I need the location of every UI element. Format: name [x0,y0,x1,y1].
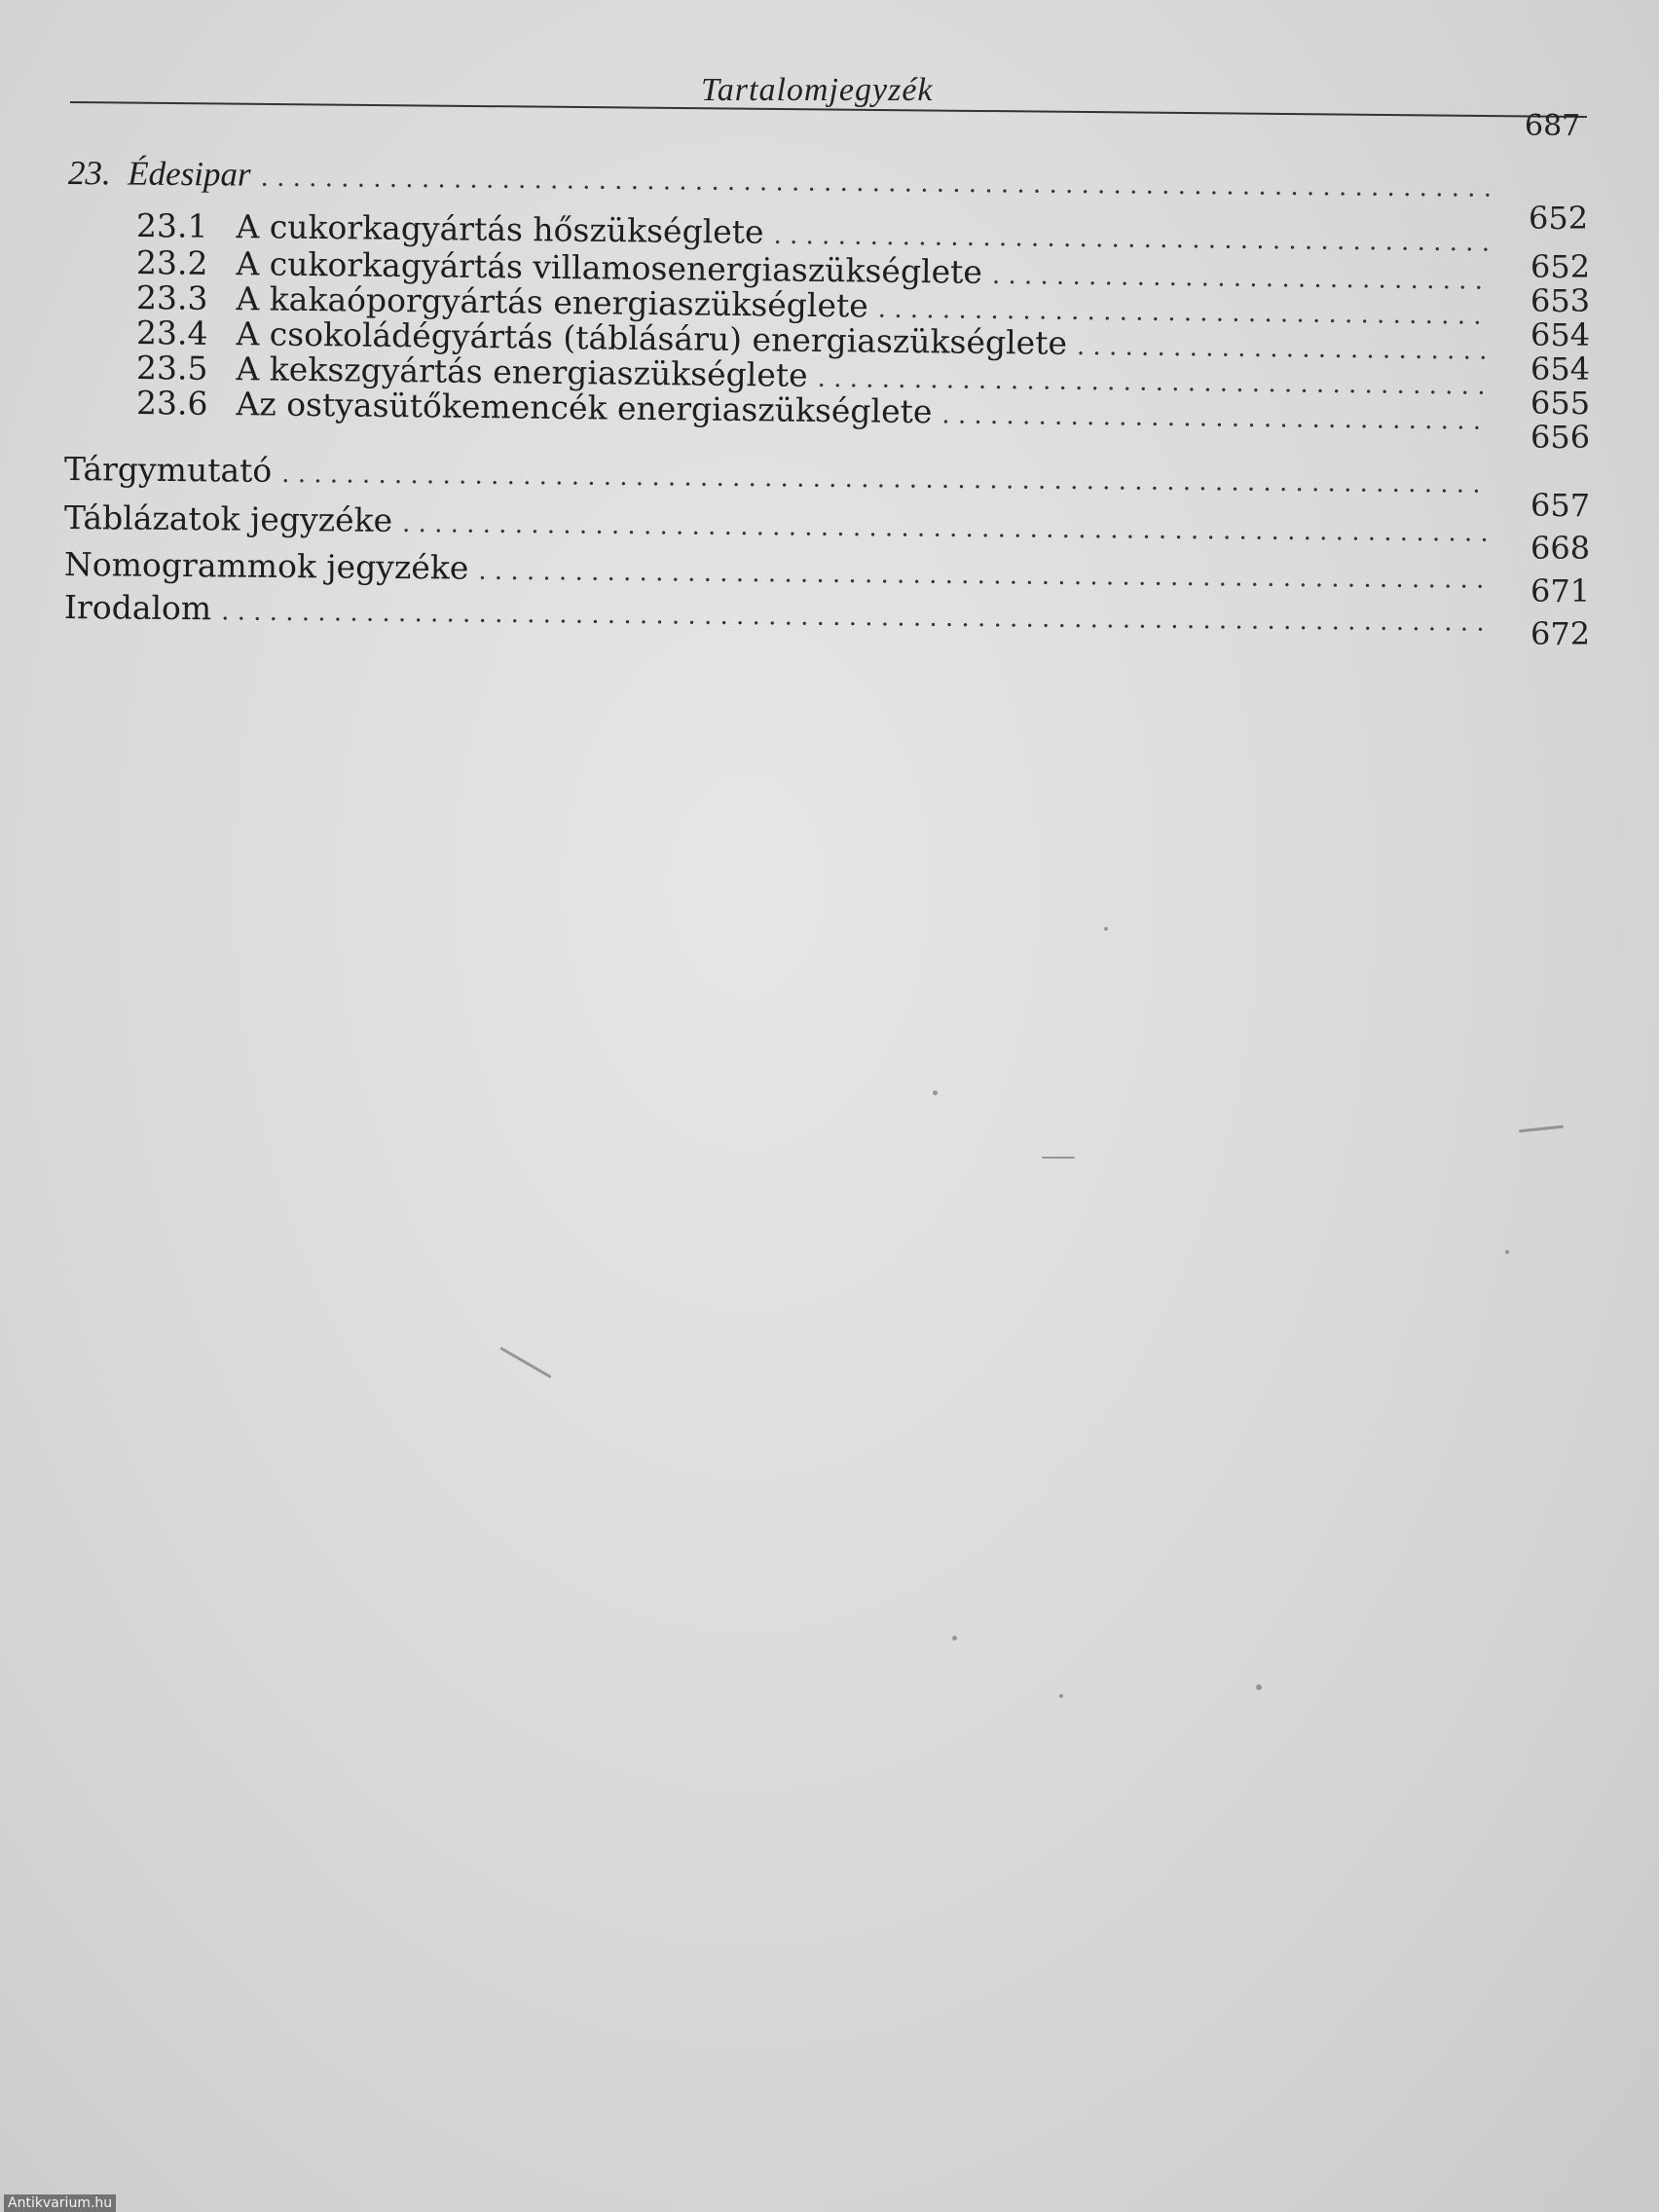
toc-section-number: 23.3 [135,278,208,317]
toc-entry-tables-list [64,498,1490,549]
paper-speck [1059,1694,1063,1698]
toc-page-section-23-2: 653 [1530,282,1591,319]
toc-section-title: A kakaóporgyártás energiaszükséglete [236,279,869,325]
toc-section-title: A kekszgyártás energiaszükséglete [236,350,808,394]
toc-chapter-number: 23. [67,154,111,193]
dot-leader [478,557,1490,595]
toc-page-nomograms-list: 671 [1530,572,1591,609]
toc-backmatter-label: Táblázatok jegyzéke [63,498,393,539]
toc-section-number: 23.2 [135,243,208,282]
toc-section-title: A cukorkagyártás villamosenergiaszükséglete [236,244,983,291]
toc-page-chapter-23: 652 [1529,200,1589,237]
toc-chapter-label [68,154,261,195]
paper-speck [1104,927,1108,931]
toc-section-title: A csokoládégyártás (táblásáru) energiaszükséglete [236,314,1068,362]
toc-entry-index [64,450,1490,500]
dot-leader [260,164,1490,203]
dot-leader [402,509,1490,548]
paper-fiber [1519,1125,1564,1133]
paper-fiber [499,1346,551,1379]
toc-page-bibliography: 672 [1530,615,1591,652]
toc-entry-bibliography [64,588,1490,639]
toc-section-number: 23.4 [135,313,208,352]
paper-fiber [1042,1157,1075,1159]
dot-leader [941,400,1490,435]
toc-page-section-23-5: 655 [1530,385,1591,422]
toc-section-title: Az ostyasütőkemencék energiaszükséglete [236,385,933,431]
toc-section-number: 23.1 [135,206,208,245]
toc-page-tables-list: 668 [1530,530,1591,567]
watermark: Antikvarium.hu [4,2194,116,2212]
toc-section-number: 23.5 [135,349,208,387]
dot-leader [281,460,1490,499]
toc-section-number: 23.6 [135,384,208,423]
toc-section-title: A cukorkagyártás hőszükséglete [236,207,764,251]
toc-entry-nomograms-list [64,545,1490,596]
toc-backmatter-label: Tárgymutató [63,450,273,490]
toc-page-index: 657 [1530,487,1591,524]
toc-section-label [136,384,942,430]
running-header-title: Tartalomjegyzék [701,72,934,108]
page-number: 687 [1525,109,1581,143]
dot-leader [221,597,1490,637]
toc-entry-chapter-23 [68,154,1490,205]
paper-speck [1505,1250,1509,1254]
toc-backmatter-label: Irodalom [63,588,212,628]
toc-page-section-23-3: 654 [1530,316,1591,353]
toc-chapter-title: Édesipar [128,154,251,194]
toc-page-section-23-6: 656 [1530,419,1591,456]
paper-speck [952,1636,957,1641]
toc-page-section-23-4: 654 [1530,350,1591,387]
toc-page-section-23-1: 652 [1530,248,1591,285]
paper-speck [1256,1684,1262,1690]
paper-speck [933,1090,938,1095]
toc-backmatter-label: Nomogrammok jegyzéke [63,545,469,587]
